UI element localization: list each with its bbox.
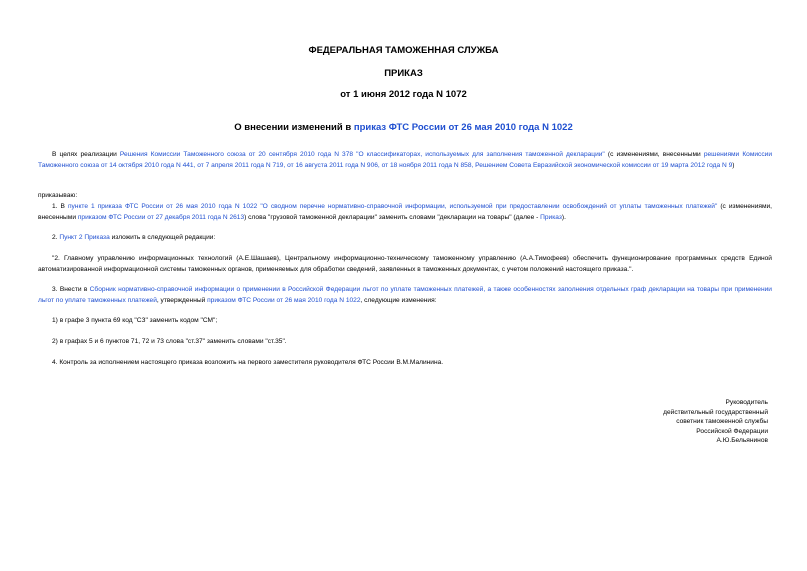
item-3-paragraph	[38, 285, 772, 306]
signature-line-4: Российской Федерации	[696, 427, 768, 435]
date-number-heading: от 1 июня 2012 года N 1072	[340, 89, 467, 100]
item-1-link-2[interactable]: приказом ФТС России от 27 декабря 2011 года N 2613	[77, 213, 245, 221]
preamble-paragraph	[38, 150, 772, 171]
item-1-text-4: ).	[561, 213, 566, 221]
item-2-number: 2.	[52, 234, 60, 241]
item-2-paragraph	[38, 233, 772, 244]
preamble-link-1[interactable]: Решения Комиссии Таможенного союза от 20 сентября 2010 года N 378 "О классификаторах, используемых для заполнения таможенной декларации"	[119, 151, 605, 158]
title-link[interactable]: приказ ФТС России от 26 мая 2010 года N 1022	[353, 122, 573, 133]
item-3-text-3: , следующие изменения:	[360, 296, 437, 304]
item-3-text-2: , утвержденный	[156, 296, 208, 304]
preamble-text-3: )	[732, 161, 735, 169]
title-prefix: О внесении изменений в	[234, 122, 354, 133]
subitem-2: 2) в графах 5 и 6 пунктов 71, 72 и 73 слова "ст.37" заменить словами "ст.35".	[52, 338, 287, 345]
document-title	[0, 122, 807, 133]
item-1-paragraph	[38, 202, 772, 223]
item-3-link-2[interactable]: приказом ФТС России от 26 мая 2010 года N 1022	[207, 296, 361, 304]
item-2-link[interactable]: Пункт 2 Приказа	[59, 234, 110, 241]
preamble-text-1: В целях реализации	[52, 151, 120, 158]
item-1-text-2: (с изменениями, внесенными	[38, 203, 772, 221]
preamble-text-2: (с изменениями, внесенными	[604, 151, 704, 158]
item-1-link-3[interactable]: Приказ	[540, 213, 562, 221]
item-1-link-1[interactable]: пункте 1 приказа ФТС России от 26 мая 2010 года N 1022 "О сводном перечне нормативно-справочной информации, используемой при предоставлении освобождений от уплаты таможенных платежей"	[67, 203, 718, 210]
item-3-text-1: 3. Внести в	[52, 286, 90, 293]
agency-heading: ФЕДЕРАЛЬНАЯ ТАМОЖЕННАЯ СЛУЖБА	[308, 45, 499, 56]
signature-block	[663, 398, 768, 446]
signature-line-1: Руководитель	[725, 399, 768, 406]
subitem-1: 1) в графе 3 пункта 69 код "СЗ" заменить кодом "СМ";	[52, 317, 218, 324]
item-3-link-1[interactable]: Сборник нормативно-справочной информации о применении в Российской Федерации льгот по уплате таможенных платежей, а также особенностях заполнения отдельных граф декларации на товары при применении льгот по уплате таможенных платежей	[38, 286, 772, 304]
doc-type-heading: ПРИКАЗ	[384, 68, 423, 79]
signature-line-2: действительный государственный	[663, 408, 768, 416]
item-1-text-1: 1. В	[52, 203, 68, 210]
quoted-paragraph: "2. Главному управлению информационных технологий (А.Е.Шашаев), Центральному информационно-техническому таможенному управлению (А.А.Тимофеев) обеспечить функционирование программных средств Единой автоматизированной информационной системы таможенных органов, применяемых для обработки сведений, заявленных в таможенных документах, с учетом положений настоящего приказа.".	[38, 255, 772, 273]
order-word: приказываю:	[38, 192, 78, 199]
item-2-text: изложить в следующей редакции:	[109, 234, 216, 241]
signature-line-3: советник таможенной службы	[676, 418, 768, 426]
item-1-text-3: ) слова "грузовой таможенной декларации" заменить словами "декларации на товары" (далее -	[244, 213, 541, 221]
signature-line-5: А.Ю.Бельянинов	[716, 437, 768, 445]
preamble-link-2[interactable]: решениями Комиссии Таможенного союза от 14 октября 2010 года N 441, от 7 апреля 2011 года N 719, от 16 августа 2011 года N 906, от 18 ноября 2011 года N 858, Решением Совета Евразийской экономической комиссии от 19 марта 2012 года N 9	[38, 151, 773, 169]
item-4-paragraph: 4. Контроль за исполнением настоящего приказа возложить на первого заместителя руководителя ФТС России В.М.Малинина.	[52, 359, 444, 366]
